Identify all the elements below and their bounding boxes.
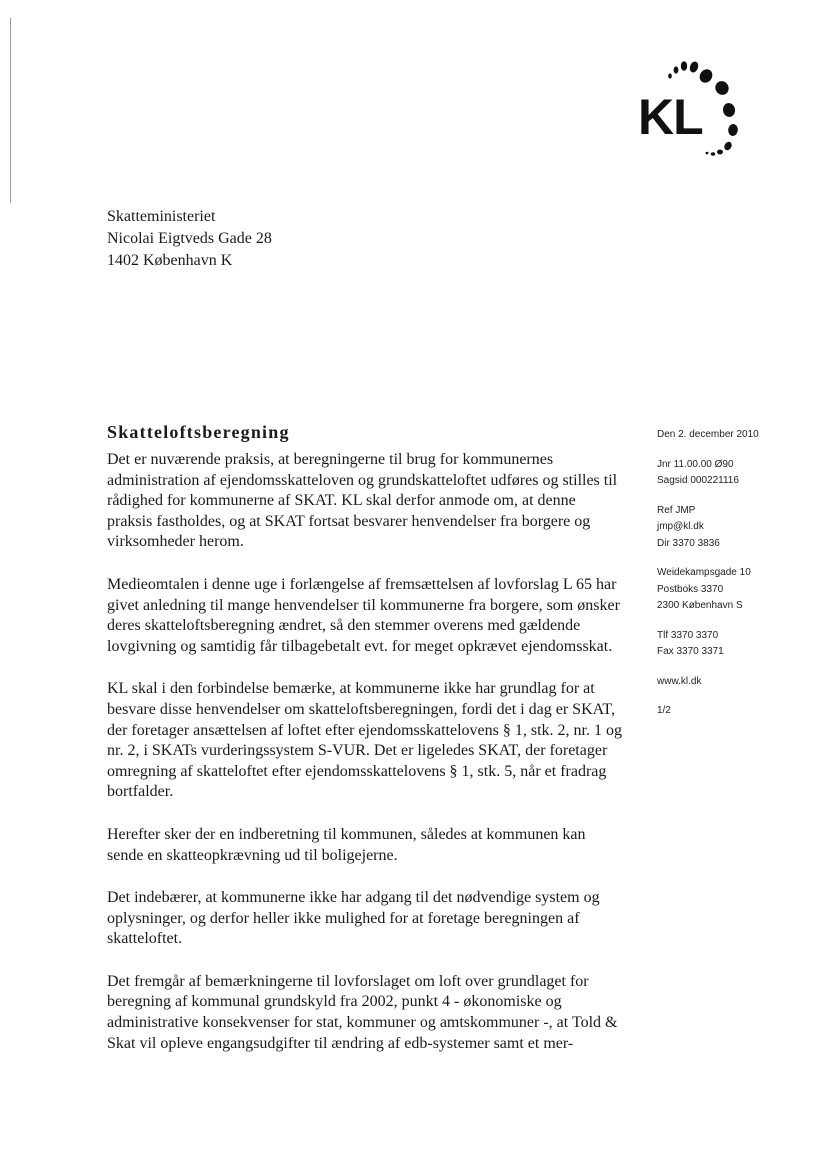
page-number: 1/2 [657, 705, 671, 716]
paragraph: Det indebærer, at kommunerne ikke har adgang til det nødvendige system og oplysninger, og derfor heller ikke mulighed for at foretage beregningen af skatteloftet. [107, 889, 600, 948]
letter-date-group [657, 427, 817, 444]
scan-edge-line [10, 18, 11, 203]
direct-phone: Dir 3370 3836 [657, 537, 720, 549]
postal-city: 2300 København S [657, 600, 743, 611]
reference: Ref JMP [657, 504, 696, 516]
phone-group [657, 628, 817, 661]
paragraph: Det er nuværende praksis, at beregningerne til brug for kommunernes administration af ejendomsskatteloven og grundskatteloftet udføres og stilles til rådighed for kommunerne af SKAT. KL skal derfor anmode om, at denne praksis fastholdes, og at SKAT fortsat besvarer henvendelser fra borgere og virksomheder herom. [107, 451, 618, 551]
journal-group [657, 457, 817, 490]
recipient-address [107, 206, 272, 272]
page-number-group [657, 703, 817, 720]
kl-logo [636, 52, 756, 162]
po-box: Postboks 3370 [657, 583, 724, 595]
website: www.kl.dk [657, 675, 702, 687]
address-line: Nicolai Eigtveds Gade 28 [107, 230, 272, 247]
case-id: Sagsid 000221116 [657, 475, 739, 486]
street-address: Weidekampsgade 10 [657, 567, 751, 578]
fax-number: Fax 3370 3371 [657, 646, 724, 657]
journal-number: Jnr 11.00.00 Ø90 [657, 458, 734, 470]
kl-logo-text: KL [638, 89, 703, 145]
paragraph: KL skal i den forbindelse bemærke, at kommunerne ikke har grundlag for at besvare disse henvendelser om skatteloftsberegningen, fordi det i dag er SKAT, der foretager ansættelsen af loftet efter ejendomsskattelovens § 1, stk. 2, nr. 1 og nr. 2, i SKATs vurderingssystem S-VUR. Det er ligeledes SKAT, der foretager omregning af skatteloftet efter ejendomsskattelovens § 1, stk. 5, når et fradrag bortfalder. [107, 680, 622, 801]
letter-title: Skatteloftsberegning [107, 422, 290, 442]
phone-number: Tlf 3370 3370 [657, 629, 719, 641]
contact-email: jmp@kl.dk [657, 521, 704, 532]
paragraph: Herefter sker der en indberetning til kommunen, således at kommunen kan sende en skatteopkrævning ud til boligejerne. [107, 825, 586, 864]
paragraph: Medieomtalen i denne uge i forlængelse af fremsættelsen af lovforslag L 65 har givet anledning til mange henvendelser til kommunerne fra borgere, som ønsker deres skatteloftsberegning ændret, så den stemmer overens med gældende lovgivning og samtidig får tilbagebetalt evt. for meget opkrævet ejendomsskat. [107, 575, 620, 655]
address-line: 1402 København K [107, 252, 233, 269]
web-group [657, 674, 817, 691]
address-line: Skatteministeriet [107, 208, 216, 225]
sender-info-column [657, 427, 817, 733]
postal-address-group [657, 565, 817, 615]
letter-date: Den 2. december 2010 [657, 429, 759, 440]
contact-group [657, 503, 817, 553]
paragraph: Det fremgår af bemærkningerne til lovforslaget om loft over grundlaget for beregning af kommunal grundskyld fra 2002, punkt 4 - økonomiske og administrative konsekvenser for stat, kommuner og amtskommuner -, at Told & Skat vil opleve engangsudgifter til ændring af edb-systemer samt et mer- [107, 972, 618, 1052]
letter-body [107, 420, 625, 1076]
